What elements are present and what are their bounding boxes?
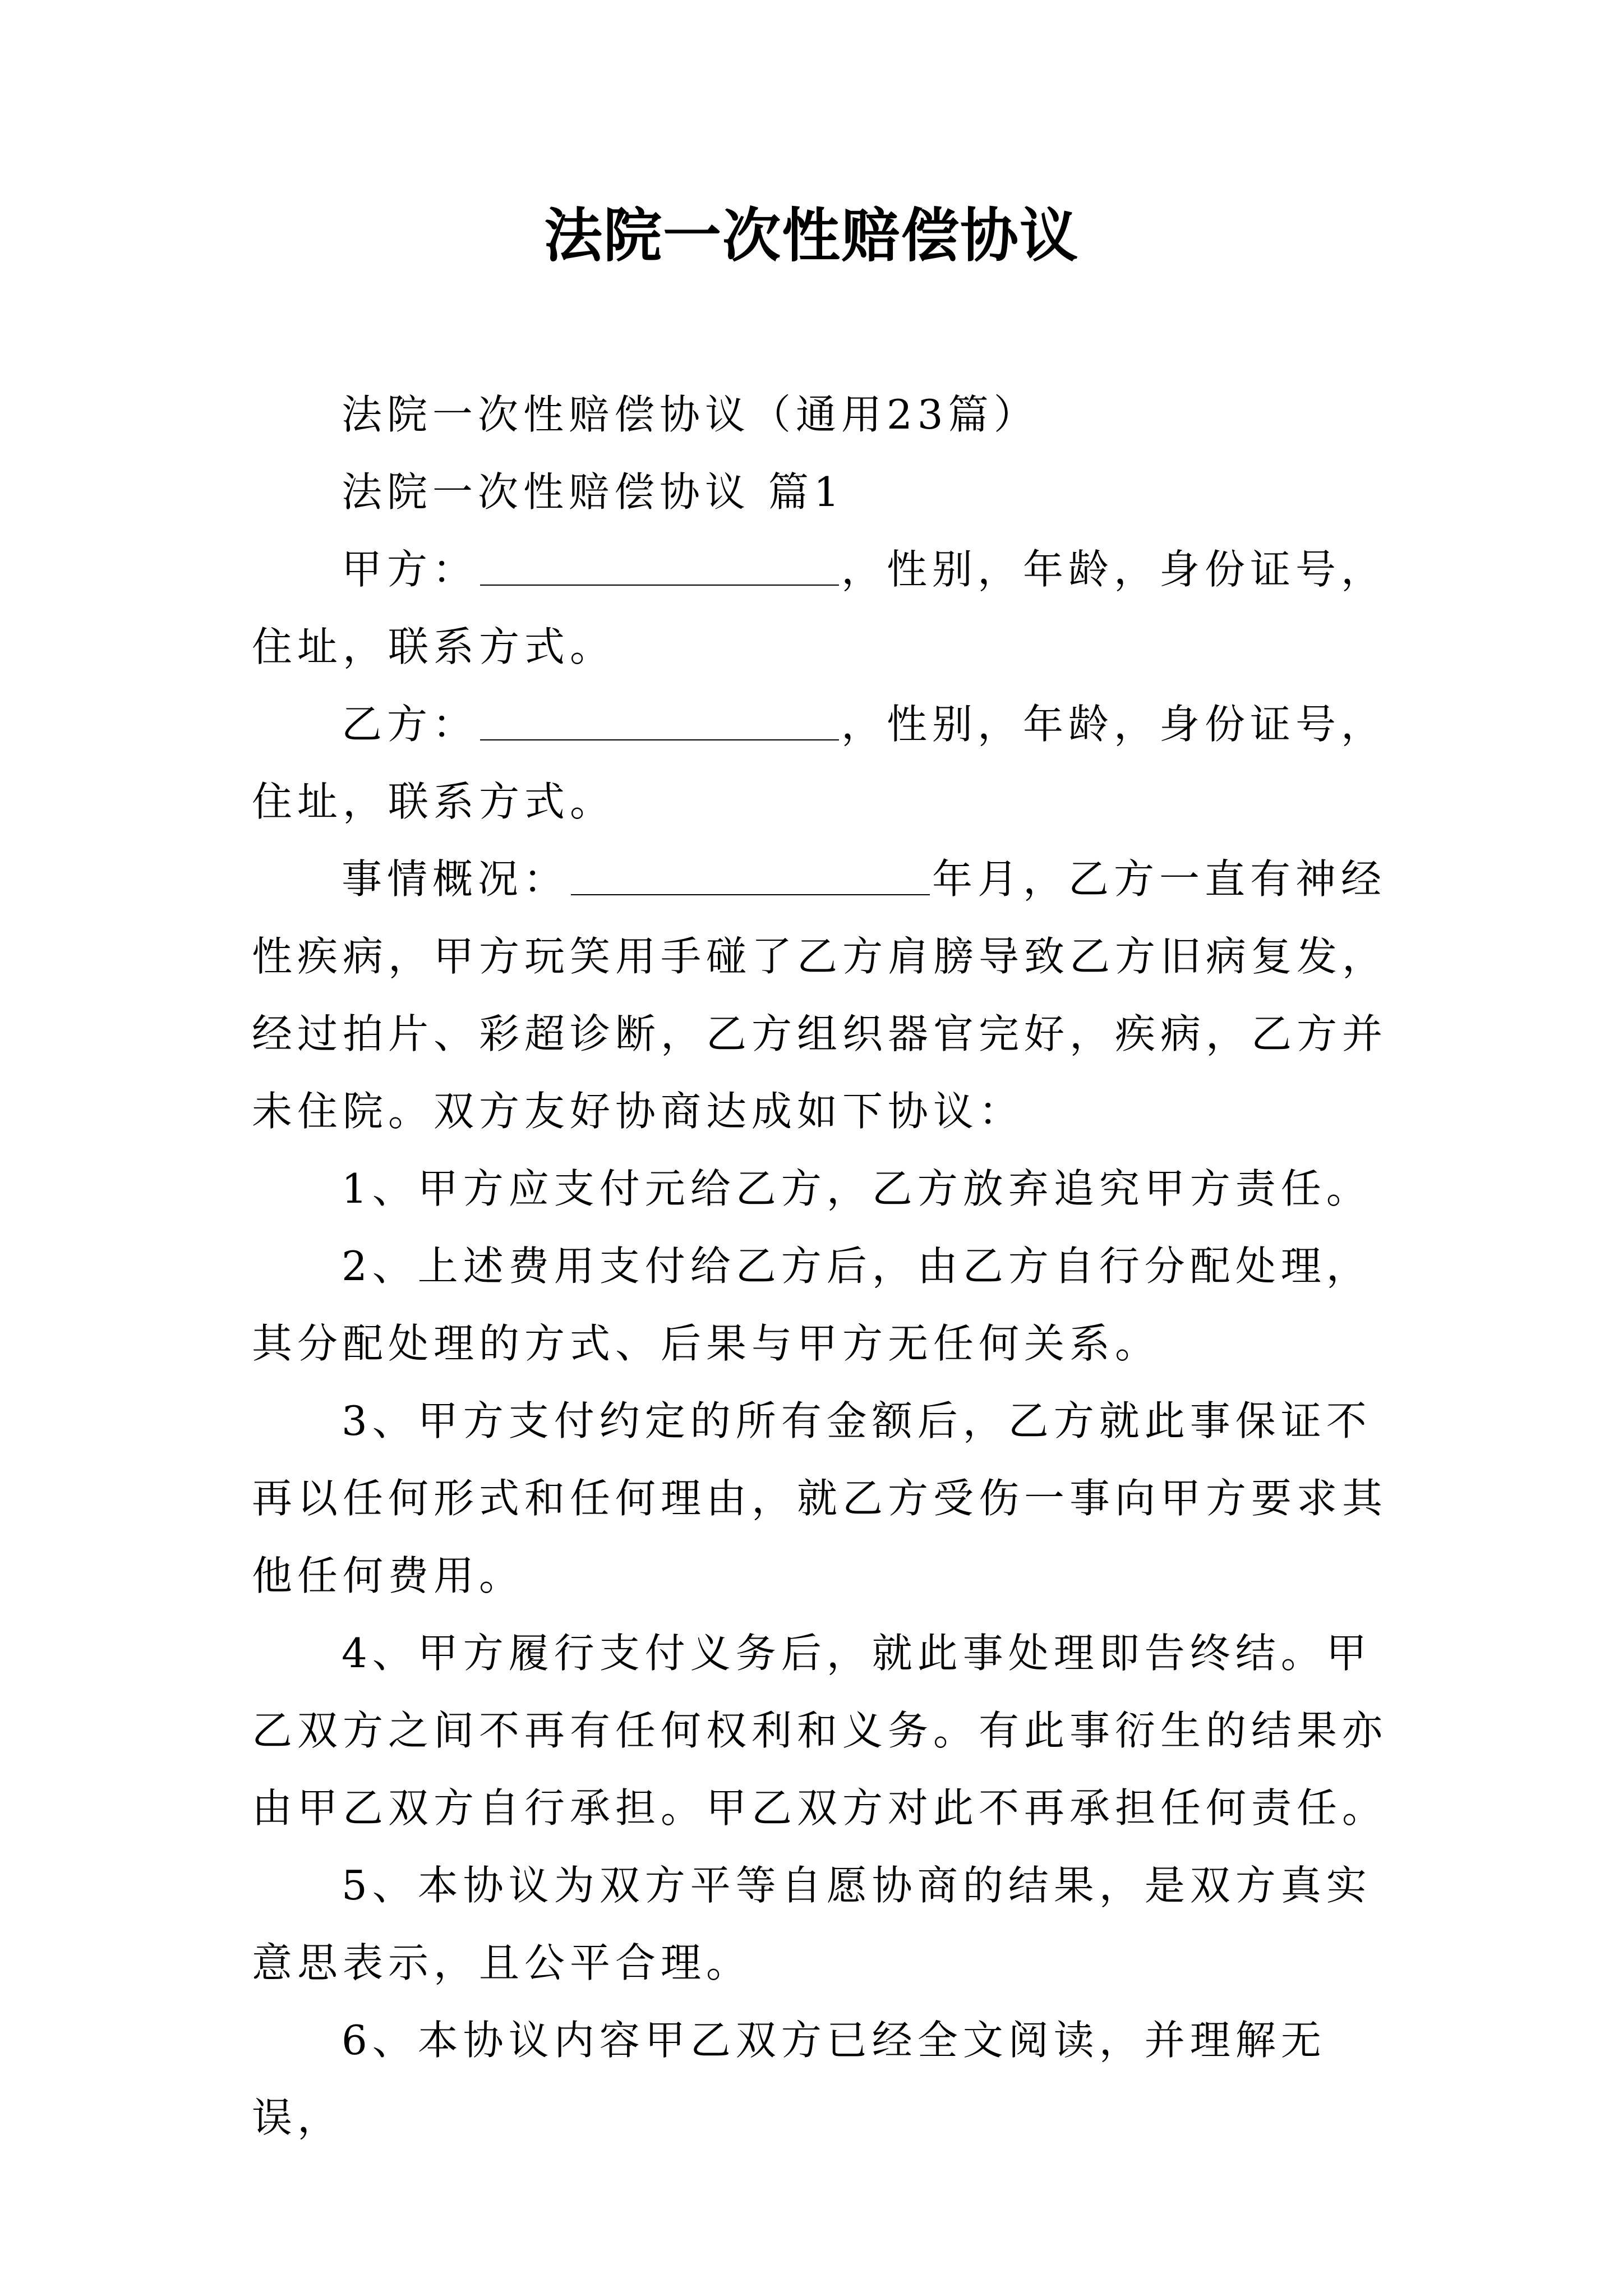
clause-5: 5、本协议为双方平等自愿协商的结果，是双方真实意思表示，且公平合理。 [252, 1862, 1372, 1986]
party-b-paragraph [252, 685, 1390, 840]
subtitle: 法院一次性赔偿协议（通用23篇） [342, 391, 1039, 438]
party-a-details: ，性别，年龄，身份证号，住址，联系方式。 [252, 546, 1387, 670]
clause-1: 1、甲方应支付元给乙方，乙方放弃追究甲方责任。 [342, 1165, 1372, 1212]
situation-text: 年月，乙方一直有神经性疾病，甲方玩笑用手碰了乙方肩膀导致乙方旧病复发，经过拍片、彩超诊断，乙方组织器官完好，疾病，乙方并未住院。双方友好协商达成如下协议： [252, 855, 1388, 1135]
party-b-name-blank [480, 699, 839, 740]
party-a-paragraph [252, 531, 1390, 685]
party-b-label: 乙方： [342, 701, 478, 748]
clause-3: 3、甲方支付约定的所有金额后，乙方就此事保证不再以任何形式和任何理由，就乙方受伤一事向甲方要求其他任何费用。 [252, 1397, 1388, 1599]
party-b-details: ，性别，年龄，身份证号，住址，联系方式。 [252, 701, 1387, 825]
document-body [252, 376, 1390, 2156]
party-a-label: 甲方： [342, 546, 478, 593]
clause-2: 2、上述费用支付给乙方后，由乙方自行分配处理，其分配处理的方式、后果与甲方无任何关系。 [252, 1243, 1372, 1367]
situation-paragraph [252, 840, 1390, 1150]
document-title: 法院一次性赔偿协议 [543, 201, 1079, 270]
section-heading: 法院一次性赔偿协议 篇1 [342, 468, 845, 516]
party-a-name-blank [480, 544, 839, 586]
clause-4: 4、甲方履行支付义务后，就此事处理即告终结。甲乙双方之间不再有任何权利和义务。有此事衍生的结果亦由甲乙双方自行承担。甲乙双方对此不再承担任何责任。 [252, 1630, 1388, 1832]
situation-date-blank [571, 854, 930, 895]
clause-6: 6、本协议内容甲乙双方已经全文阅读，并理解无误， [252, 2017, 1326, 2141]
situation-label: 事情概况： [342, 855, 569, 903]
